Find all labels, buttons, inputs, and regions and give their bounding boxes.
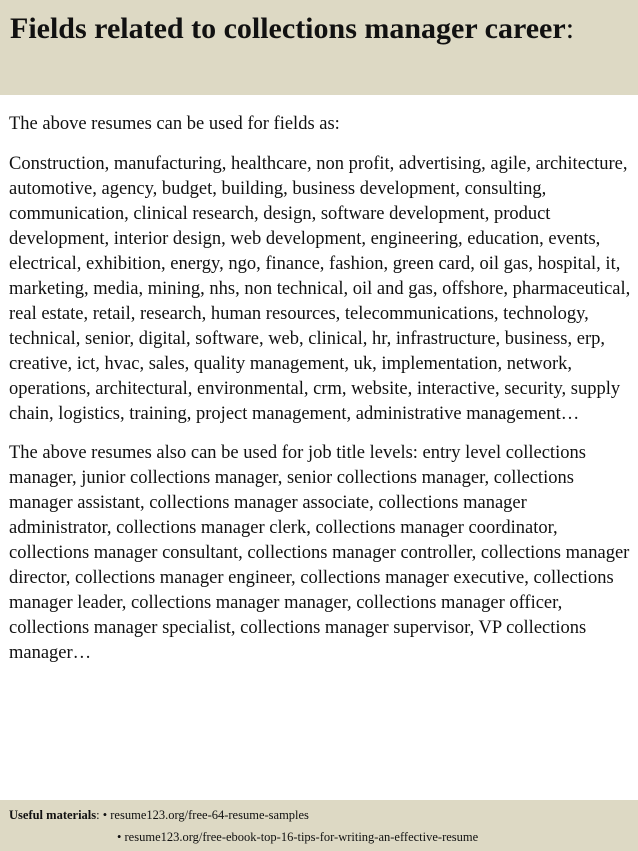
title-text: Fields related to collections manager career — [10, 12, 566, 45]
page-title — [10, 9, 630, 49]
fields-paragraph: Construction, manufacturing, healthcare, non profit, advertising, agile, architecture, automotive, agency, budget, building, business development, consulting, communication, clinical research, design, software development, product development, interior design, web development, engineering, education, events, electrical, exhibition, energy, ngo, finance, fashion, green card, oil gas, hospital, it, marketing, media, mining, nhs, non technical, oil and gas, offshore, pharmaceutical, real estate, retail, research, human resources, telecommunications, technology, technical, senior, digital, software, web, clinical, hr, infrastructure, business, erp, creative, ict, hvac, sales, quality management, uk, implementation, network, operations, architectural, environmental, crm, website, interactive, security, supply chain, logistics, training, project management, administrative management… — [9, 154, 631, 424]
title-colon: : — [565, 12, 575, 45]
main-content — [9, 112, 633, 666]
header-band — [0, 0, 638, 95]
intro-text: The above resumes can be used for fields as: — [9, 114, 340, 134]
useful-materials-label: Useful materials — [9, 808, 97, 822]
footer-row-2 — [117, 829, 478, 845]
footer-row-1 — [9, 807, 309, 823]
bullet-icon: • — [102, 808, 108, 822]
useful-materials-colon: : — [96, 808, 100, 822]
footer-band — [0, 800, 638, 851]
job-levels-paragraph: The above resumes also can be used for job title levels: entry level collections manager, junior collections manager, senior collections manager, collections manager assistant, collections manager associate, collections manager administrator, collections manager clerk, collections manager coordinator, collections manager consultant, collections manager controller, collections manager director, collections manager engineer, collections manager executive, collections manager leader, collections manager manager, collections manager officer, collections manager specialist, collections manager supervisor, VP collections manager… — [9, 443, 630, 663]
bullet-icon: • — [117, 830, 122, 844]
link-resume-samples[interactable]: resume123.org/free-64-resume-samples — [110, 808, 309, 822]
link-ebook-tips[interactable]: resume123.org/free-ebook-top-16-tips-for-writing-an-effective-resume — [124, 830, 479, 844]
